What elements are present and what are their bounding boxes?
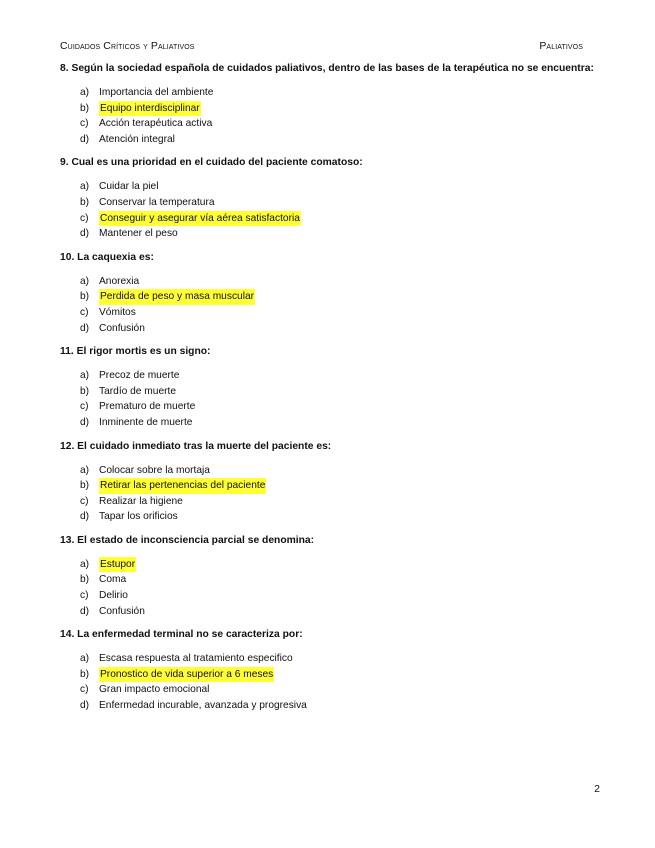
question-block — [60, 345, 615, 430]
option-text: Acción terapéutica activa — [99, 118, 213, 130]
question-block — [60, 440, 615, 525]
highlighted-answer: Retirar las pertenencias del paciente — [99, 478, 266, 494]
option-list — [60, 368, 615, 430]
option-letter: a) — [80, 370, 90, 382]
option-letter: c) — [80, 684, 89, 696]
option-text: Confusión — [99, 322, 145, 334]
option-text: Realizar la higiene — [99, 495, 183, 507]
option-item — [80, 509, 615, 525]
option-text: Confusión — [99, 605, 145, 617]
option-item — [80, 698, 615, 714]
option-item — [80, 463, 615, 479]
option-item — [80, 667, 615, 683]
option-item — [80, 274, 615, 290]
option-text: Prematuro de muerte — [99, 401, 196, 413]
option-letter: b) — [80, 291, 90, 303]
option-letter: b) — [80, 574, 90, 586]
option-item — [80, 494, 615, 510]
highlighted-answer: Estupor — [99, 557, 136, 573]
option-text: Mantener el peso — [99, 228, 178, 240]
highlighted-answer: Conseguir y asegurar vía aérea satisfactoria — [99, 211, 301, 227]
option-letter: a) — [80, 558, 90, 570]
option-item — [80, 226, 615, 242]
option-text: Colocar sobre la mortaja — [99, 464, 210, 476]
option-text: Importancia del ambiente — [99, 87, 214, 98]
option-text: Cuidar la piel — [99, 181, 159, 193]
option-item — [80, 179, 615, 195]
question-title: 13. El estado de inconsciencia parcial se denomina: — [60, 534, 315, 546]
option-item — [80, 399, 615, 415]
option-letter: d) — [80, 228, 90, 240]
option-item — [80, 101, 615, 117]
option-item — [80, 195, 615, 211]
option-list — [60, 463, 615, 525]
option-text: Gran impacto emocional — [99, 684, 210, 696]
option-item — [80, 588, 615, 604]
option-item — [80, 415, 615, 431]
highlighted-answer: Pronostico de vida superior a 6 meses — [99, 667, 274, 683]
option-text: Tardío de muerte — [99, 385, 177, 397]
option-item — [80, 368, 615, 384]
option-letter: a) — [80, 87, 90, 98]
question-title: 10. La caquexia es: — [60, 251, 154, 263]
question-title: 8. Según la sociedad española de cuidados paliativos, dentro de las bases de la terapéutica no se encuentra: — [60, 63, 594, 74]
option-letter: c) — [80, 118, 89, 130]
option-letter: d) — [80, 133, 90, 145]
option-letter: c) — [80, 212, 89, 224]
page-number: 2 — [594, 783, 600, 795]
option-list — [60, 179, 615, 241]
option-item — [80, 557, 615, 573]
option-letter: b) — [80, 102, 90, 114]
option-item — [80, 211, 615, 227]
question-block — [60, 156, 615, 241]
option-letter: c) — [80, 495, 89, 507]
option-list — [60, 274, 615, 336]
option-item — [80, 384, 615, 400]
option-list — [60, 557, 615, 619]
option-text: Enfermedad incurable, avanzada y progresiva — [99, 700, 307, 712]
option-letter: a) — [80, 275, 90, 287]
option-item — [80, 132, 615, 148]
option-item — [80, 572, 615, 588]
option-letter: b) — [80, 385, 90, 397]
option-item — [80, 604, 615, 620]
page-header — [60, 40, 583, 52]
header-left-title: Cuidados Críticos y Paliativos — [60, 40, 195, 52]
option-text: Atención integral — [99, 133, 175, 145]
option-letter: c) — [80, 401, 89, 413]
option-item — [80, 116, 615, 132]
option-letter: b) — [80, 480, 90, 492]
option-letter: a) — [80, 181, 90, 193]
question-title: 9. Cual es una prioridad en el cuidado del paciente comatoso: — [60, 157, 363, 169]
option-item — [80, 305, 615, 321]
question-block — [60, 534, 615, 619]
highlighted-answer: Equipo interdisciplinar — [99, 101, 201, 117]
option-letter: a) — [80, 653, 90, 665]
question-title: 14. La enfermedad terminal no se caracteriza por: — [60, 629, 303, 641]
option-letter: d) — [80, 700, 90, 712]
option-letter: c) — [80, 306, 89, 318]
option-item — [80, 85, 615, 101]
option-list — [60, 651, 615, 713]
option-letter: b) — [80, 196, 90, 208]
option-item — [80, 289, 615, 305]
question-block — [60, 251, 615, 336]
option-item — [80, 651, 615, 667]
question-title: 11. El rigor mortis es un signo: — [60, 346, 211, 358]
question-title: 12. El cuidado inmediato tras la muerte del paciente es: — [60, 440, 332, 452]
question-block — [60, 62, 615, 147]
option-letter: c) — [80, 590, 89, 602]
option-letter: d) — [80, 511, 90, 523]
option-text: Conservar la temperatura — [99, 196, 215, 208]
option-text: Delirio — [99, 590, 128, 602]
option-text: Inminente de muerte — [99, 416, 193, 428]
option-letter: a) — [80, 464, 90, 476]
option-text: Tapar los orificios — [99, 511, 178, 523]
option-letter: d) — [80, 322, 90, 334]
highlighted-answer: Perdida de peso y masa muscular — [99, 289, 255, 305]
option-item — [80, 478, 615, 494]
option-letter: d) — [80, 605, 90, 617]
option-letter: b) — [80, 668, 90, 680]
question-block — [60, 628, 615, 713]
questions-list — [60, 62, 615, 723]
option-text: Escasa respuesta al tratamiento especifico — [99, 653, 293, 665]
option-list — [60, 85, 615, 147]
option-item — [80, 321, 615, 337]
option-text: Vómitos — [99, 306, 136, 318]
option-text: Coma — [99, 574, 127, 586]
header-right-title: Paliativos — [539, 40, 583, 52]
option-letter: d) — [80, 416, 90, 428]
option-text: Anorexia — [99, 275, 140, 287]
option-text: Precoz de muerte — [99, 370, 180, 382]
option-item — [80, 682, 615, 698]
